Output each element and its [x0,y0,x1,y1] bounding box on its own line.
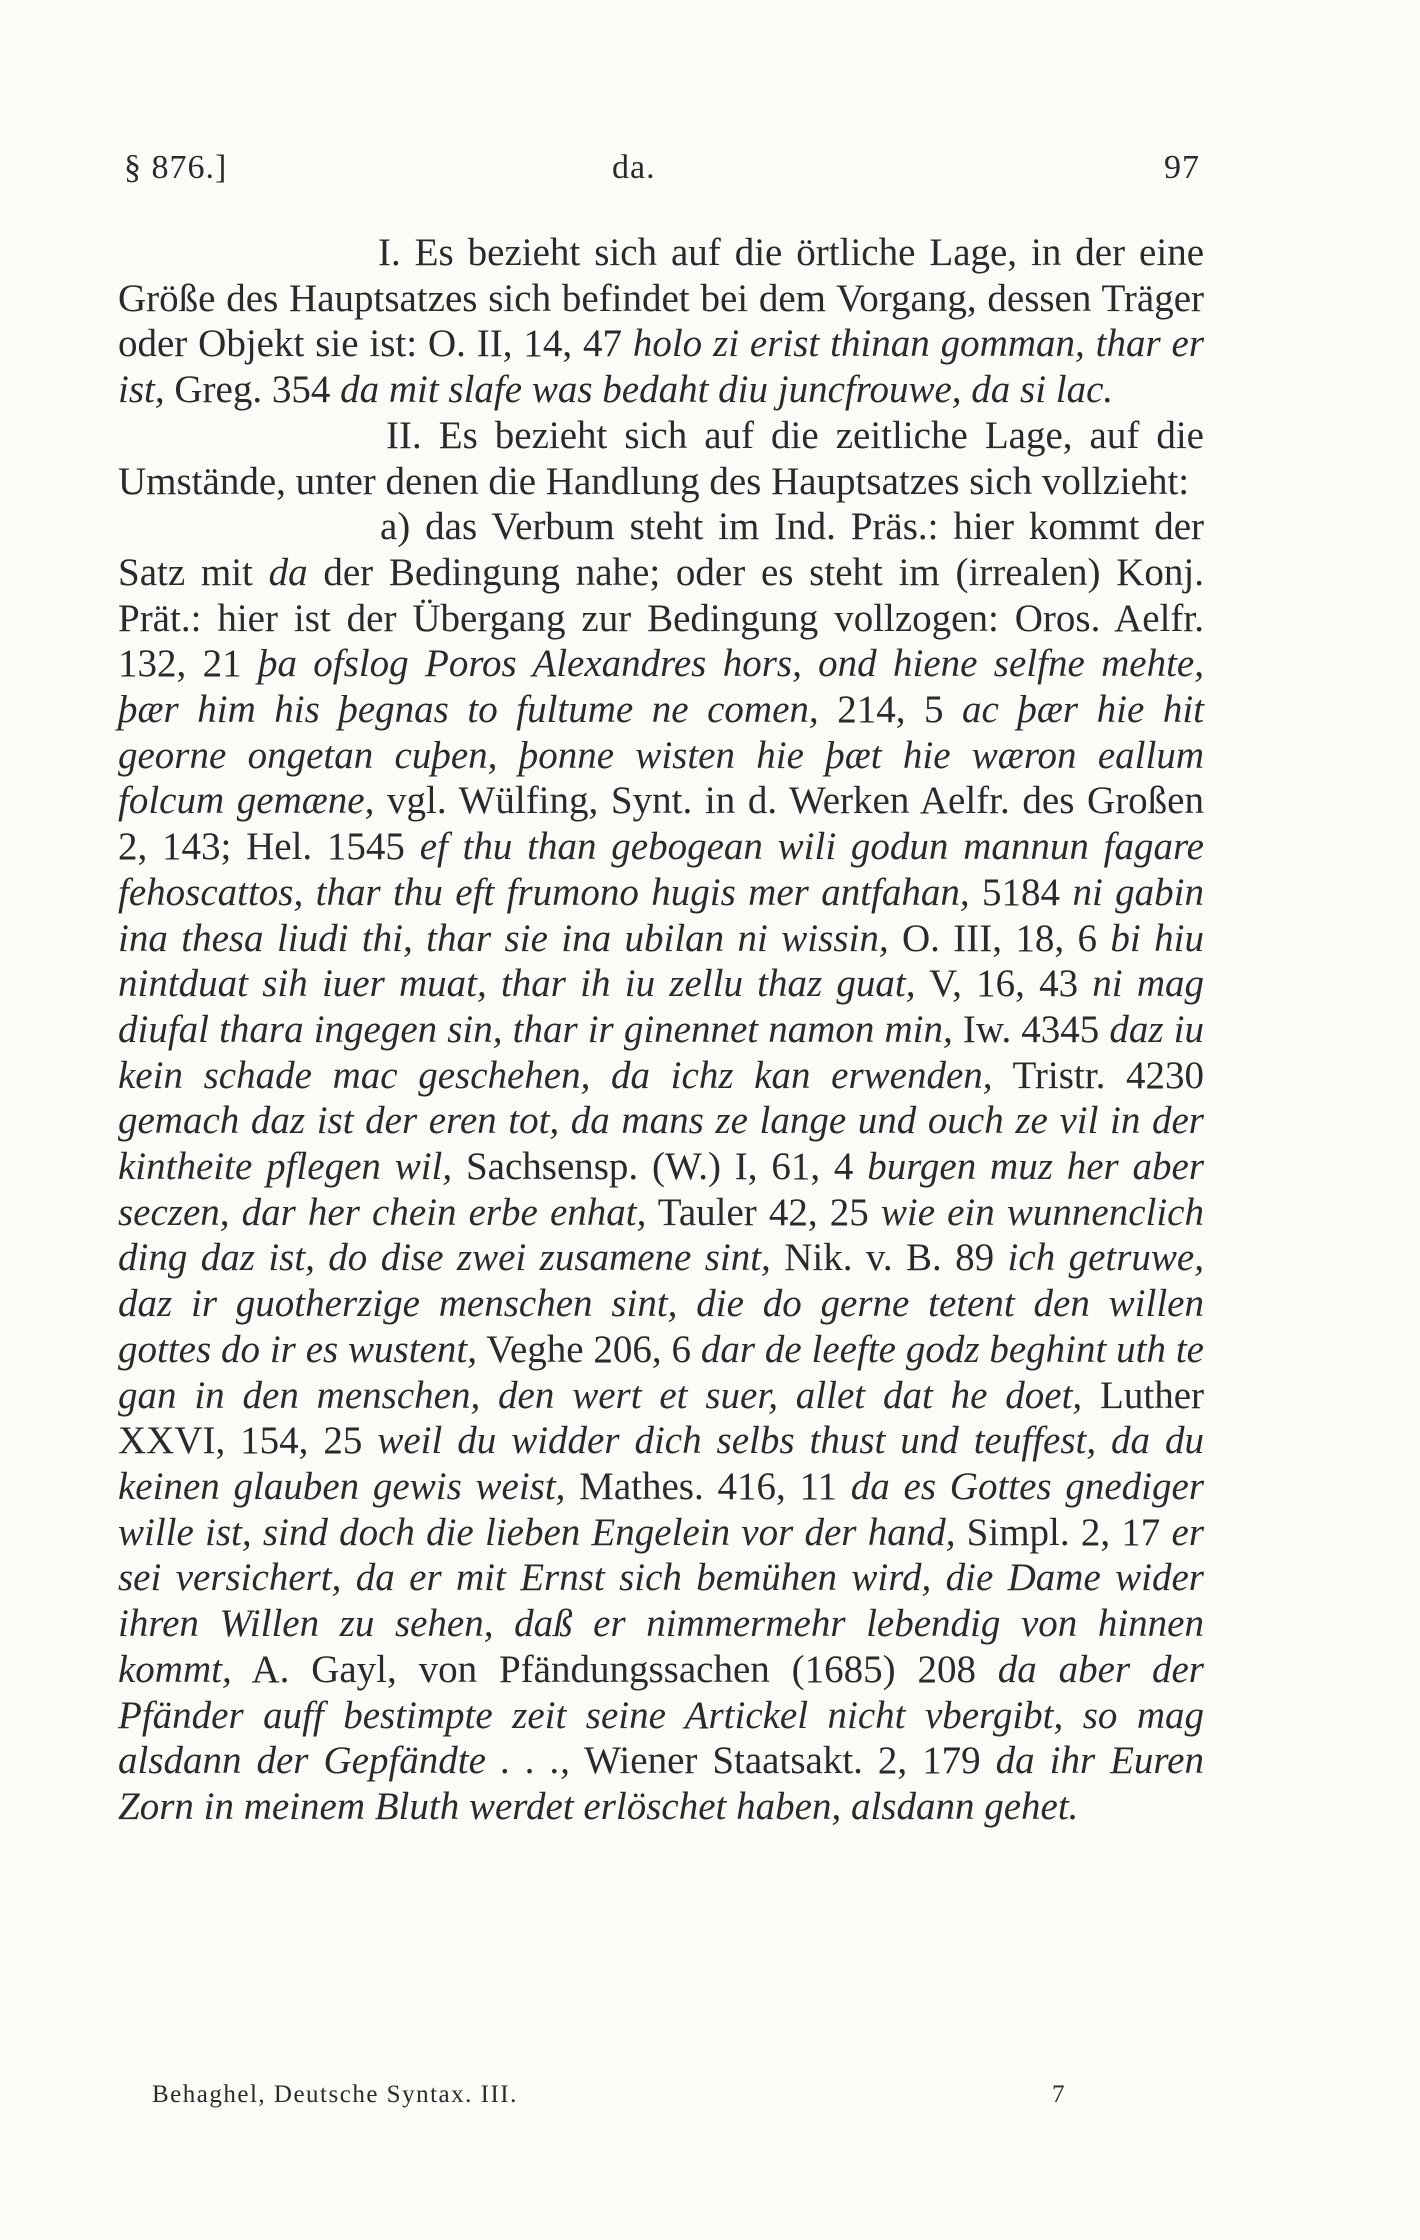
section-reference: § 876.] [124,149,228,186]
quoted-example: þa ofslog Poros Alexandres hors, ond hiene selfne mehte, þær him his þegnas to fultume ne comen, [118,642,1204,732]
text-run: Luther XXVI, 154, 25 [118,1373,1204,1463]
quoted-example: wie ein wunnenclich ding daz ist, do dise zwei zusamene sint, [118,1190,1204,1280]
text-run: Iw. 4345 [952,1007,1110,1051]
quoted-example: ni mag diufal thara ingegen sin, thar ir ginennet namon min, [118,962,1204,1051]
paragraph-temporal-position [118,413,1204,504]
text-run: Nik. v. B. 89 [770,1236,1008,1280]
text-run: I. Es bezieht sich auf die örtliche Lage, in der eine Größe des Hauptsatzes sich befindet bei dem Vorgang, dessen Träger oder Objekt sie ist: O. II, 14, 47 [118,231,1204,366]
quoted-example: da mit slafe was bedaht diu juncfrouwe, da si lac. [340,368,1114,412]
quoted-example: da ihr Euren Zorn in meinem Bluth werdet erlöschet haben, alsdann gehet. [118,1739,1204,1828]
quoted-example: dar de leefte godz beghint uth te gan in den menschen, den wert et suer, allet dat he doet, [118,1327,1204,1417]
signature-mark: 7 [1052,2081,1066,2108]
quoted-example: gemach daz ist der eren tot, da mans ze lange und ouch ze vil in der kintheite pflegen wil, [118,1099,1204,1189]
text-run: Tristr. 4230 [992,1053,1204,1097]
quoted-example: ni gabin ina thesa liudi thi, thar sie ina ubilan ni wissin, [118,870,1205,960]
page-footer [152,2080,1072,2110]
quoted-example: burgen muz her aber seczen, dar her chein erbe enhat, [118,1145,1205,1234]
text-run: Veghe 206, 6 [476,1327,701,1371]
text-run: Simpl. 2, 17 [955,1510,1172,1554]
quoted-example: holo zi erist thinan gomman, thar er ist, [118,322,1204,412]
text-run: a) das Verbum steht im Ind. Präs.: hier kommt der Satz mit [118,505,1204,594]
text-run: Tauler 42, 25 [646,1190,881,1234]
page-number: 97 [1164,149,1200,186]
quoted-example: daz iu kein schade mac geschehen, da ichz kan erwenden, [118,1007,1204,1097]
quoted-example: da es Gottes gnediger wille ist, sind doch die lieben Engelein vor der hand, [118,1464,1204,1554]
quoted-example: ac þær hie hit georne ongetan cuþen, þonne wisten hie þæt hie wæron eallum folcum gemæne, [118,688,1204,823]
paragraph-local-position [118,230,1204,413]
text-run: Wiener Staatsakt. 2, 179 [569,1739,996,1783]
quoted-example: da aber der Pfänder auff bestimpte zeit seine Artickel nicht vbergibt, so mag alsdann der Gepfändte . . ., [118,1647,1204,1783]
text-run: A. Gayl, von Pfändungssachen (1685) 208 [231,1647,998,1691]
body-text [118,230,1204,1830]
text-run: 214, 5 [818,688,963,732]
quoted-example: er sei versichert, da er mit Ernst sich bemühen wird, die Dame wider ihren Willen zu sehen, daß er nimmermehr lebendig von hinnen kommt, [118,1510,1205,1691]
text-run: II. Es bezieht sich auf die zeitliche Lage, auf die Umstände, unter denen die Handlung des Hauptsatzes sich vollzieht: [118,413,1204,503]
quoted-example: ich getruwe, daz ir guotherzige menschen sint, die do gerne tetent den willen gottes do ir es wustent, [118,1236,1204,1371]
text-run: vgl. Wülfing, Synt. in d. Werken Aelfr. des Großen 2, 143; Hel. 1545 [118,779,1204,869]
paragraph-verb-mood [118,504,1204,1829]
book-source-line: Behaghel, Deutsche Syntax. III. [152,2081,518,2108]
text-run: V, 16, 43 [915,962,1093,1006]
text-run: der Bedingung nahe; oder es steht im (irrealen) Konj. Prät.: hier ist der Übergang zur Bedingung vollzogen: Oros. Aelfr. 132, 21 [118,550,1204,686]
text-run: Greg. 354 [164,368,341,412]
quoted-example: da [268,550,308,594]
text-run: O. III, 18, 6 [888,916,1111,960]
text-run: Sachsensp. (W.) I, 61, 4 [452,1145,868,1189]
quoted-example: ef thu than gebogean wili godun mannun fagare fehoscattos, thar thu eft frumono hugis mer antfahan, [118,825,1204,914]
text-run: 5184 [969,870,1073,914]
text-run: Mathes. 416, 11 [565,1464,851,1508]
header-keyword: da. [612,149,656,186]
quoted-example: bi hiu nintduat sih iuer muat, thar ih iu zellu thaz guat, [118,916,1204,1006]
quoted-example: weil du widder dich selbs thust und teuffest, da du keinen glauben gewis weist, [118,1419,1204,1508]
